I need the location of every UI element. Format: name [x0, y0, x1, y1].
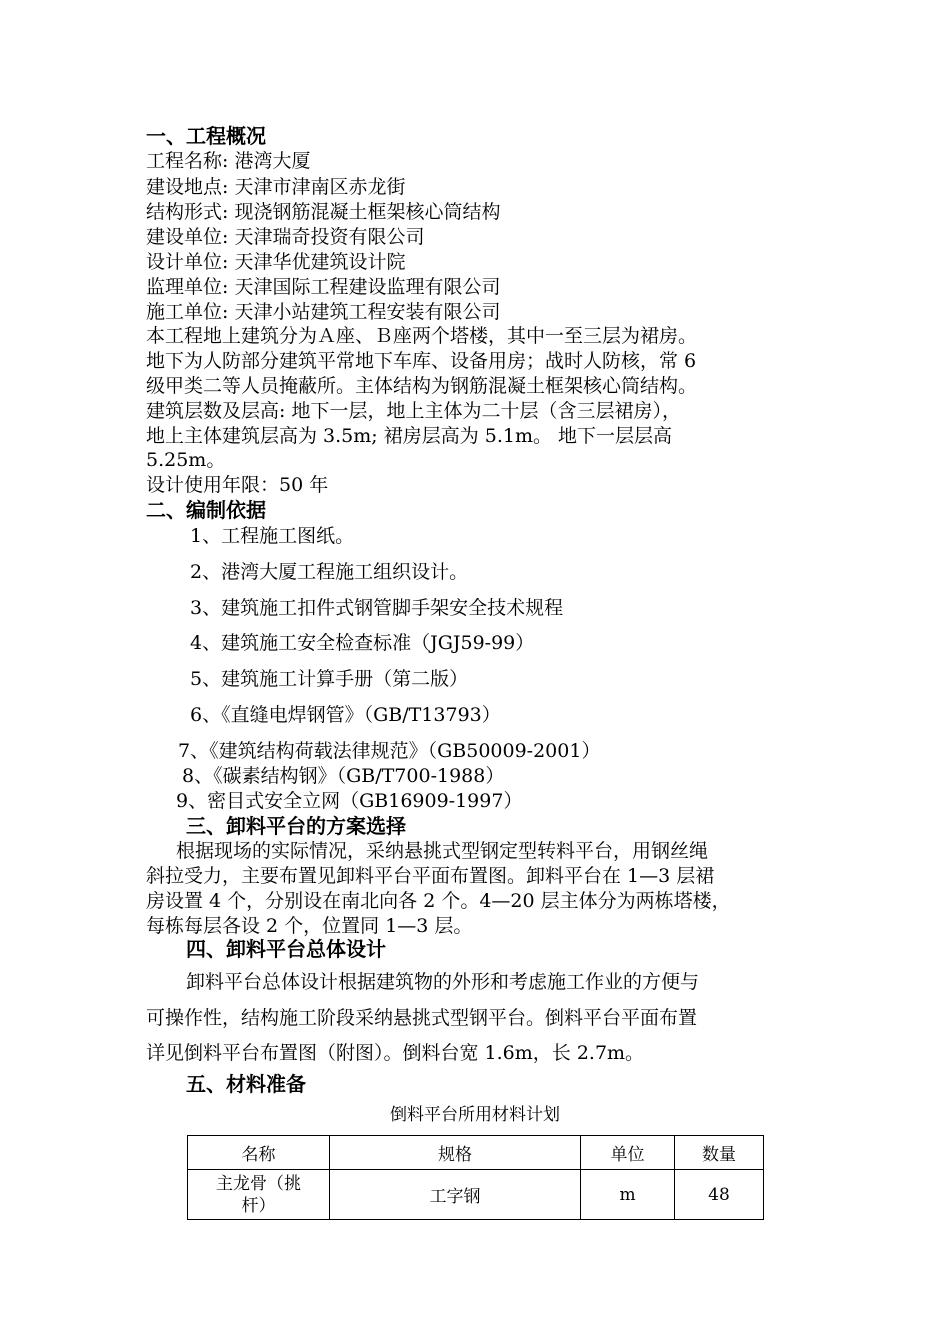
designer-line: 设计单位: 天津华优建筑设计院: [146, 251, 406, 273]
overview-text-line: 5.25m。: [146, 449, 226, 471]
design-text-line: 卸料平台总体设计根据建筑物的外形和考虑施工作业的方便与: [186, 971, 700, 993]
basis-item: 5、建筑施工计算手册（第二版）: [190, 668, 469, 690]
overview-text-line: 地上主体建筑层高为 3.5m; 裙房层高为 5.1m。 地下一层层高: [146, 425, 673, 447]
scheme-text-line: 根据现场的实际情况，采纳悬挑式型钢定型转料平台，用钢丝绳: [176, 840, 709, 862]
design-text-line: 详见倒料平台布置图（附图）。倒料台宽 1.6m，长 2.7m。: [146, 1042, 645, 1064]
basis-item: 6、《直缝电焊钢管》（GB/T13793）: [190, 704, 501, 726]
cell-name-line1: 主龙骨（挑: [216, 1173, 301, 1194]
basis-item: 4、建筑施工安全检查标准（JGJ59-99）: [190, 632, 535, 654]
header-unit: 单位: [581, 1136, 675, 1170]
basis-item: 1、工程施工图纸。: [190, 525, 355, 547]
materials-table: [187, 1135, 764, 1220]
header-quantity: 数量: [675, 1136, 764, 1170]
overview-text-line: 建筑层数及层高: 地下一层，地上主体为二十层（含三层裙房），: [146, 400, 681, 422]
basis-item: 7、《建筑结构荷载法律规范》（GB50009-2001）: [178, 740, 601, 762]
section-5-heading: 五、材料准备: [186, 1072, 306, 1096]
overview-text-line: 级甲类二等人员掩蔽所。主体结构为钢筋混凝土框架核心筒结构。: [146, 375, 698, 397]
cell-quantity: 48: [675, 1170, 764, 1220]
scheme-text-line: 房设置 4 个，分别设在南北向各 2 个。4—20 层主体分为两栋塔楼，: [146, 890, 731, 912]
owner-line: 建设单位: 天津瑞奇投资有限公司: [146, 226, 425, 248]
header-name: 名称: [188, 1136, 330, 1170]
section-3-heading: 三、卸料平台的方案选择: [186, 814, 406, 838]
scheme-text-line: 每栋每层各设 2 个，位置同 1—3 层。: [146, 915, 473, 937]
basis-item: 3、建筑施工扣件式钢管脚手架安全技术规程: [190, 597, 564, 619]
section-2-heading: 二、编制依据: [146, 498, 266, 522]
design-life-line: 设计使用年限：50 年: [146, 474, 329, 496]
basis-item: 9、密目式安全立网（GB16909-1997）: [176, 790, 523, 812]
header-spec: 规格: [330, 1136, 581, 1170]
project-name-line: 工程名称: 港湾大厦: [146, 150, 311, 172]
cell-spec: 工字钢: [330, 1170, 581, 1220]
cell-name-line2: 杆）: [241, 1195, 276, 1216]
table-row: [188, 1170, 764, 1220]
design-text-line: 可操作性，结构施工阶段采纳悬挑式型钢平台。倒料平台平面布置: [146, 1007, 698, 1029]
contractor-line: 施工单位: 天津小站建筑工程安装有限公司: [146, 301, 501, 323]
basis-item: 2、港湾大厦工程施工组织设计。: [190, 561, 469, 583]
scheme-text-line: 斜拉受力，主要布置见卸料平台平面布置图。卸料平台在 1—3 层裙: [146, 865, 715, 887]
supervisor-line: 监理单位: 天津国际工程建设监理有限公司: [146, 276, 501, 298]
table-caption: 倒料平台所用材料计划: [390, 1105, 560, 1125]
basis-item: 8、《碳素结构钢》（GB/T700-1988）: [182, 765, 505, 787]
cell-name: [188, 1170, 330, 1220]
overview-text-line: 本工程地上建筑分为Ａ座、Ｂ座两个塔楼，其中一至三层为裙房。: [146, 325, 698, 347]
overview-text-line: 地下为人防部分建筑平常地下车库、设备用房；战时人防核，常 6: [146, 350, 697, 372]
table-header-row: [188, 1136, 764, 1170]
location-line: 建设地点: 天津市津南区赤龙街: [146, 176, 406, 198]
cell-unit: m: [581, 1170, 675, 1220]
section-1-heading: 一、工程概况: [146, 124, 266, 148]
structure-line: 结构形式: 现浇钢筋混凝土框架核心筒结构: [146, 201, 501, 223]
section-4-heading: 四、卸料平台总体设计: [186, 937, 386, 961]
